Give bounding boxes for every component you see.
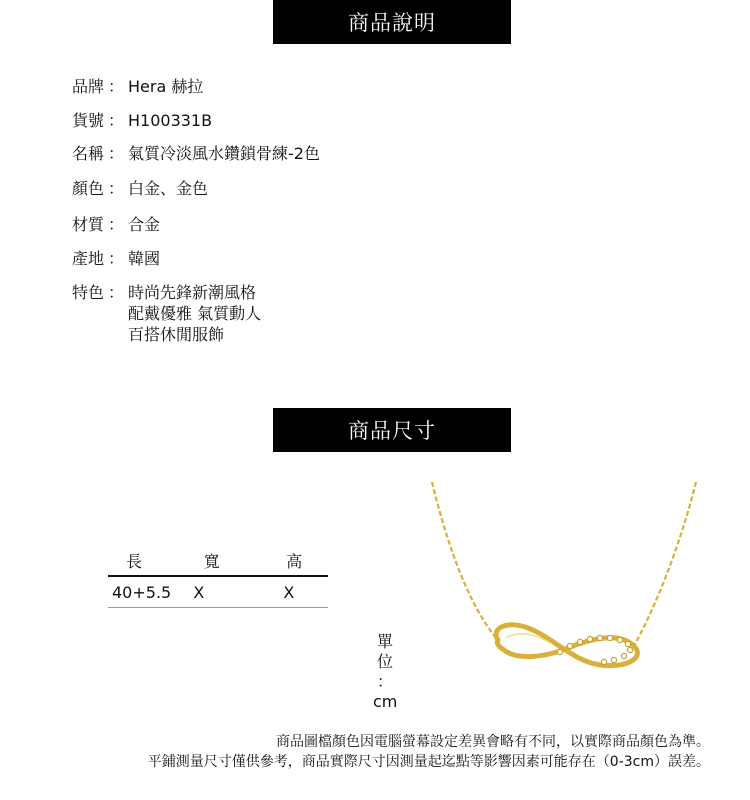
feature-lines (128, 282, 261, 345)
unit-char: 單 (376, 632, 393, 651)
rhinestone (601, 659, 606, 664)
rhinestone (557, 649, 562, 654)
header-length: 長 (126, 551, 143, 571)
spec-row-brand (72, 76, 203, 97)
spec-value: 合金 (128, 215, 161, 234)
spec-colon: ： (108, 283, 125, 302)
spec-colon: ： (108, 111, 125, 130)
necklace-chain-left (432, 482, 498, 640)
spec-row-material (72, 214, 160, 235)
spec-row-features (72, 282, 261, 345)
necklace-image (420, 478, 710, 678)
rhinestone (617, 637, 622, 642)
feature-line: 配戴優雅 氣質動人 (128, 304, 262, 323)
spec-value: Hera 赫拉 (128, 77, 204, 96)
size-table-row (108, 577, 328, 608)
rhinestone (621, 653, 626, 658)
spec-label: 顏色 (72, 179, 105, 198)
size-section-title: 商品尺寸 (348, 419, 436, 443)
rhinestone (607, 635, 612, 640)
spec-label: 貨號 (72, 111, 105, 130)
feature-line: 時尚先鋒新潮風格 (128, 283, 257, 302)
description-section-header (273, 0, 511, 44)
spec-colon: ： (108, 215, 125, 234)
spec-label: 特色 (72, 283, 105, 302)
feature-line: 百搭休閒服飾 (128, 325, 225, 344)
unit-label (373, 632, 397, 712)
spec-row-name (72, 143, 320, 164)
spec-row-sku (72, 110, 212, 131)
necklace-chain-right (634, 482, 696, 646)
unit-char: cm (373, 692, 398, 711)
unit-char: ： (376, 672, 393, 691)
cell-width: X (193, 582, 205, 602)
spec-value: H100331B (128, 111, 213, 130)
spec-label: 品牌 (72, 77, 105, 96)
spec-label: 材質 (72, 215, 105, 234)
spec-label: 名稱 (72, 144, 105, 163)
rhinestone (625, 641, 630, 646)
spec-value: 氣質冷淡風水鑽鎖骨練-2色 (128, 144, 320, 163)
size-disclaimer: 平鋪測量尺寸僅供參考，商品實際尺寸因測量起迄點等影響因素可能存在（0-3cm）誤差。 (147, 754, 710, 770)
size-table (108, 545, 328, 608)
size-section-header (273, 408, 511, 452)
cell-length: 40+5.5 (112, 582, 172, 602)
spec-row-color (72, 178, 208, 199)
color-disclaimer: 商品圖檔顏色因電腦螢幕設定差異會略有不同，以實際商品顏色為準。 (276, 734, 710, 750)
header-height: 高 (286, 551, 303, 571)
rhinestone (627, 647, 632, 652)
spec-colon: ： (108, 144, 125, 163)
description-section-title: 商品說明 (348, 11, 436, 35)
header-width: 寬 (203, 551, 220, 571)
spec-colon: ： (108, 179, 125, 198)
rhinestone (577, 639, 582, 644)
spec-colon: ： (108, 77, 125, 96)
cell-height: X (283, 582, 295, 602)
rhinestone (597, 635, 602, 640)
spec-label: 產地 (72, 249, 105, 268)
spec-colon: ： (108, 249, 125, 268)
spec-value: 韓國 (128, 249, 161, 268)
spec-row-origin (72, 248, 160, 269)
size-table-header (108, 545, 328, 577)
rhinestone (567, 643, 572, 648)
spec-value: 白金、金色 (128, 179, 209, 198)
rhinestone (587, 636, 592, 641)
unit-char: 位 (376, 652, 393, 671)
rhinestone (611, 657, 616, 662)
